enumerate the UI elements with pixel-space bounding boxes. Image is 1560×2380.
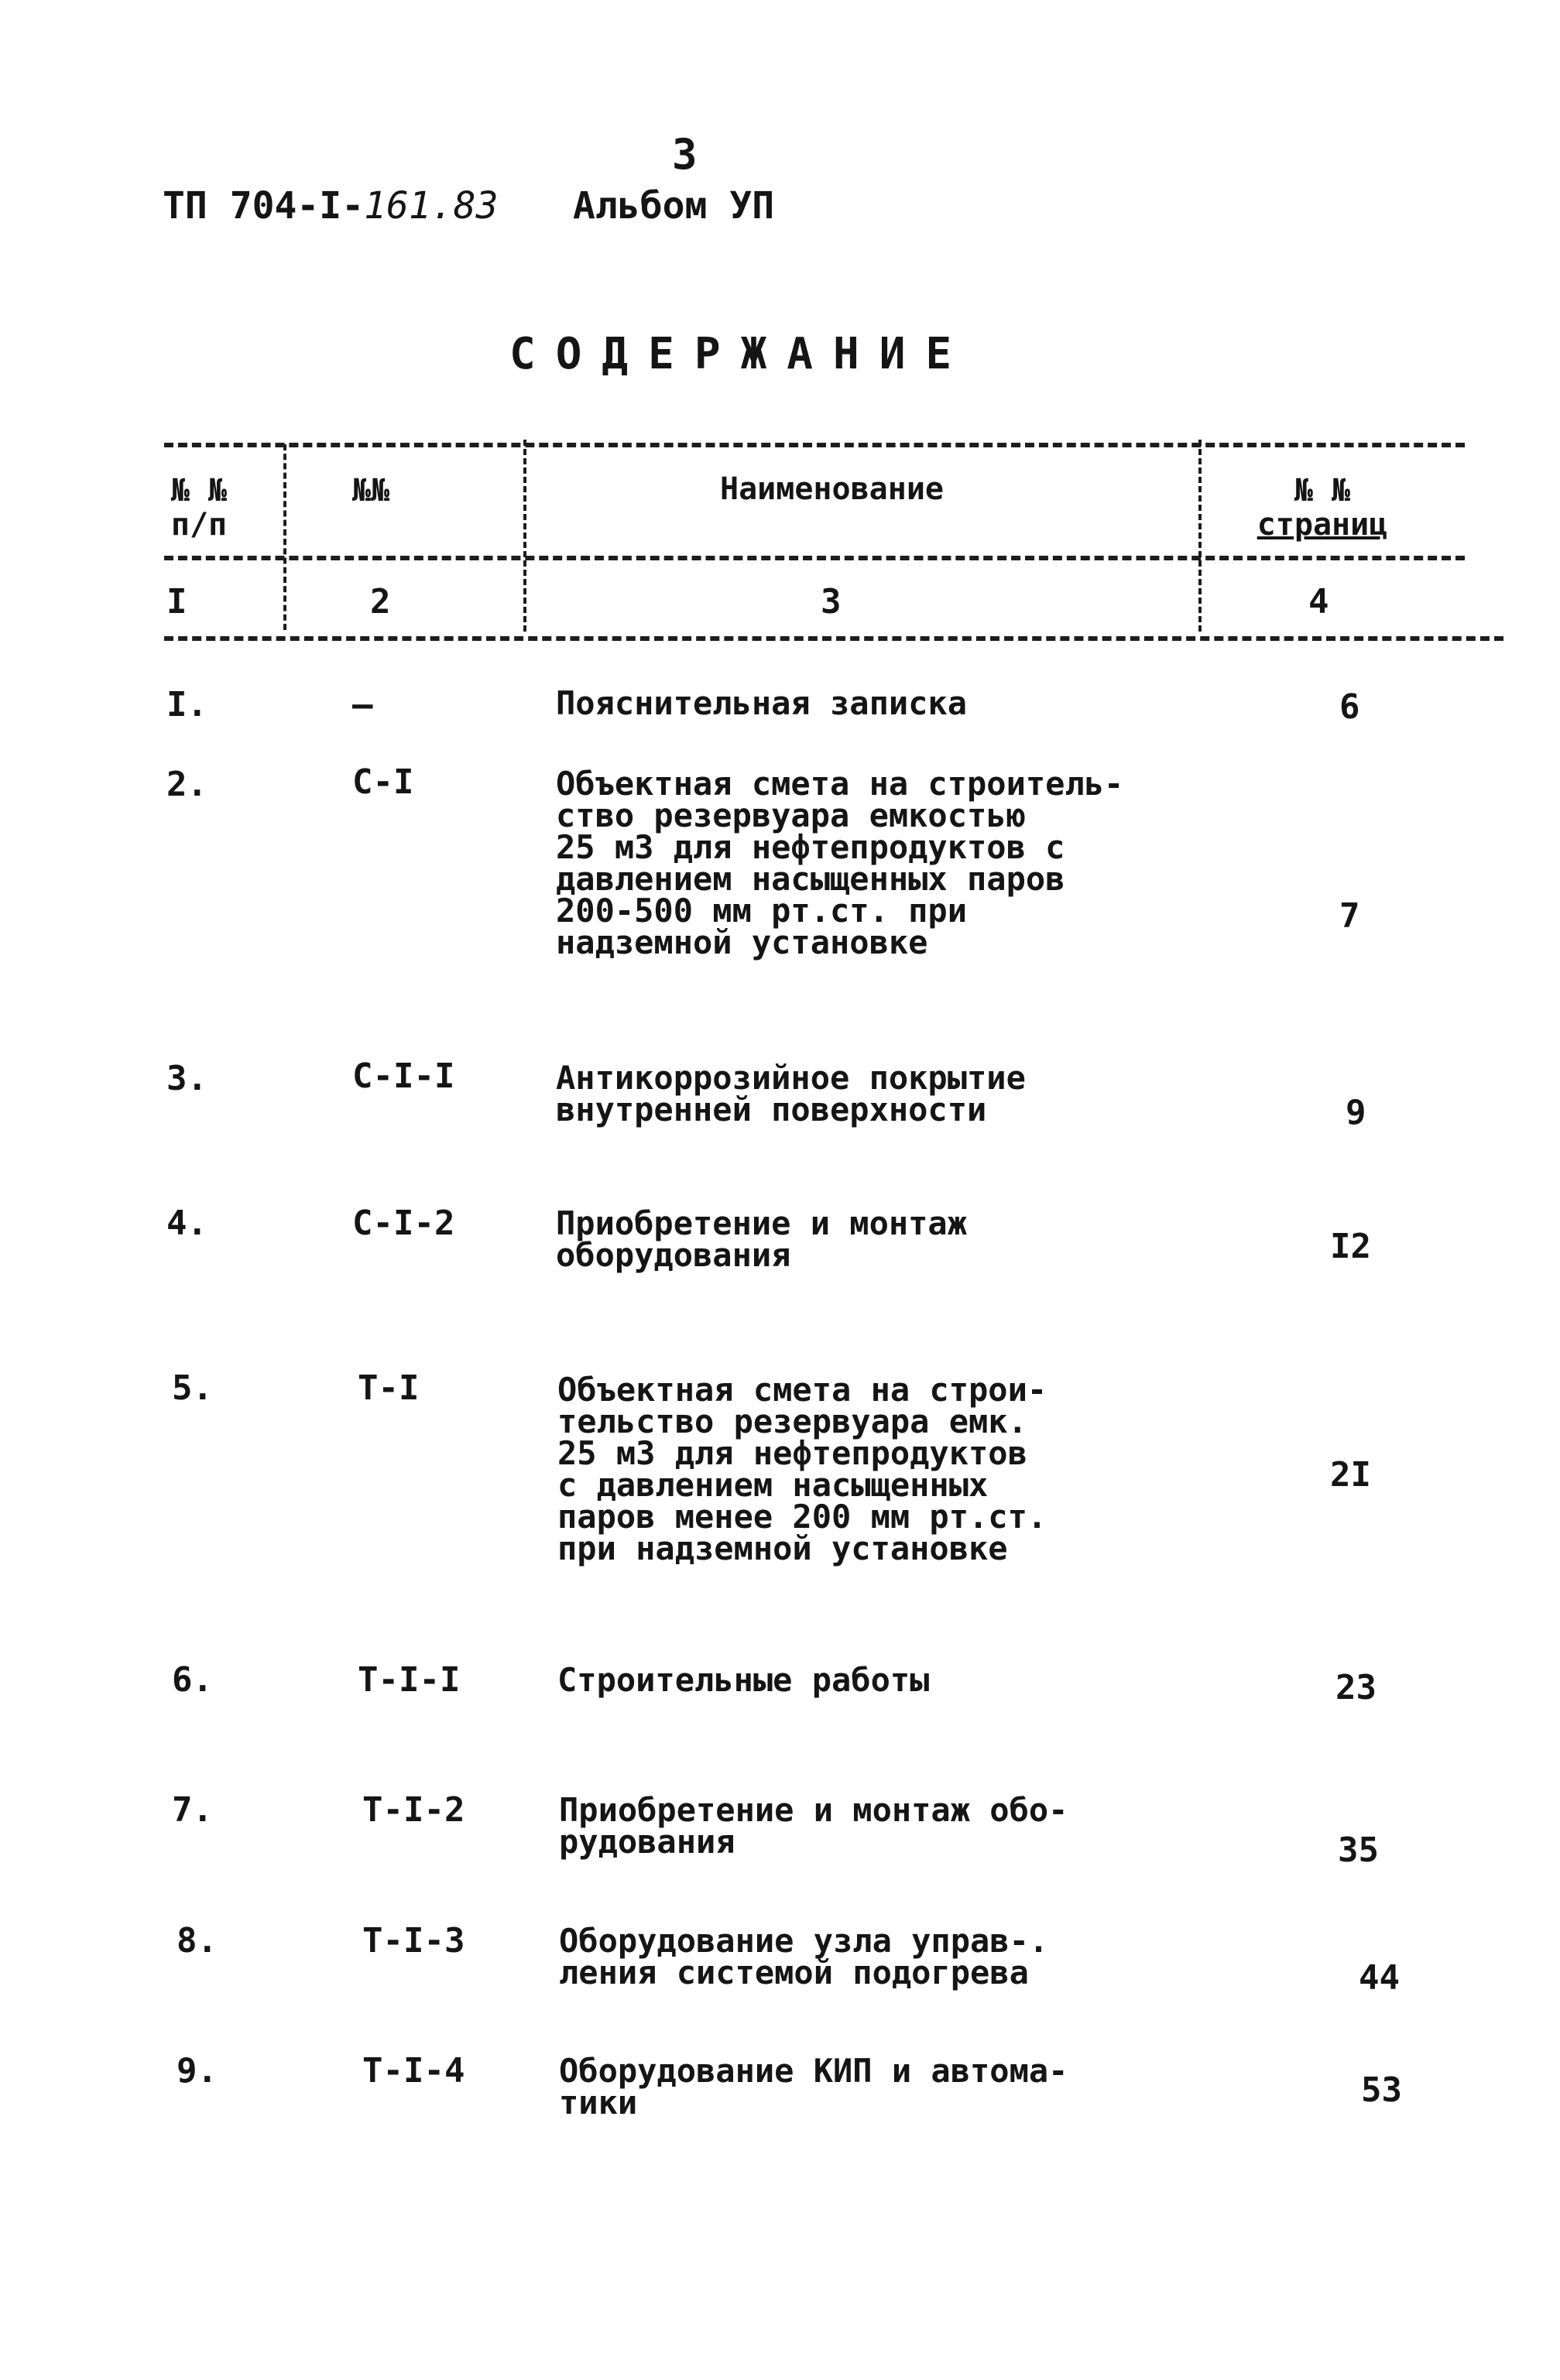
row-name bbox=[556, 1204, 1144, 1274]
row-name bbox=[556, 684, 1144, 722]
table-header-rule bbox=[164, 556, 1465, 560]
row-name-line: Объектная смета на строи- bbox=[557, 1371, 1047, 1409]
row-code: Т-І bbox=[358, 1368, 420, 1408]
row-code: Т-І-3 bbox=[362, 1921, 465, 1961]
row-page: 7 bbox=[1339, 896, 1360, 936]
header-pages bbox=[1245, 474, 1400, 542]
row-code: Т-І-4 bbox=[362, 2051, 465, 2091]
row-name-line: Оборудование узла управ-. bbox=[559, 1922, 1049, 1960]
row-name-line: Строительные работы bbox=[557, 1661, 930, 1699]
row-name-line: с давлением насыщенных bbox=[557, 1466, 989, 1504]
row-name-line: Объектная смета на строитель- bbox=[556, 765, 1124, 803]
row-name bbox=[556, 1059, 1144, 1128]
row-name bbox=[559, 1791, 1147, 1861]
row-number: 5. bbox=[172, 1368, 213, 1408]
row-name-line: ления системой подогрева bbox=[559, 1954, 1029, 1991]
row-name bbox=[556, 765, 1144, 961]
row-name bbox=[559, 2052, 1147, 2121]
row-name-line: при надземной установке bbox=[557, 1529, 1008, 1567]
row-name-line: тельство резервуара емк. bbox=[557, 1402, 1027, 1440]
row-code: С-І bbox=[352, 762, 414, 802]
row-name-line: ство резервуара емкостью bbox=[556, 796, 1026, 834]
row-page: 44 bbox=[1359, 1958, 1400, 1998]
row-number: 9. bbox=[177, 2051, 218, 2091]
row-name-line: оборудования bbox=[556, 1236, 791, 1274]
row-code: Т-І-2 bbox=[362, 1790, 465, 1830]
column-number-2: 2 bbox=[370, 582, 391, 622]
row-name-line: 200-500 мм рт.ст. при bbox=[556, 892, 968, 930]
column-number-3: 3 bbox=[821, 582, 842, 622]
row-name-line: 25 м3 для нефтепродуктов с bbox=[556, 828, 1065, 866]
document-code bbox=[163, 184, 498, 228]
row-name-line: надземной установке bbox=[556, 923, 928, 961]
header-no-line-1: № № bbox=[170, 473, 228, 509]
row-code: С-І-2 bbox=[352, 1204, 455, 1243]
row-name bbox=[559, 1922, 1147, 1991]
page-title: СОДЕРЖАНИЕ bbox=[509, 329, 972, 379]
header-pages-line-2: страниц bbox=[1257, 507, 1388, 543]
row-page: 35 bbox=[1338, 1830, 1379, 1870]
row-name bbox=[557, 1661, 1146, 1699]
row-name-line: тики bbox=[559, 2084, 638, 2121]
row-number: 7. bbox=[172, 1790, 213, 1830]
row-number: I. bbox=[166, 685, 207, 724]
row-page: 6 bbox=[1339, 687, 1360, 727]
row-name-line: 25 м3 для нефтепродуктов bbox=[557, 1434, 1027, 1472]
row-number: 8. bbox=[177, 1921, 218, 1961]
row-name-line: Приобретение и монтаж bbox=[556, 1204, 968, 1242]
header-no bbox=[164, 474, 234, 542]
row-name-line: Антикоррозийное покрытие bbox=[556, 1059, 1026, 1097]
column-divider-1 bbox=[283, 444, 286, 630]
row-name-line: давлением насыщенных паров bbox=[556, 860, 1065, 898]
row-name-line: Оборудование КИП и автома- bbox=[559, 2052, 1068, 2090]
row-code: – bbox=[352, 685, 373, 724]
row-page: 9 bbox=[1346, 1093, 1366, 1132]
row-page: 23 bbox=[1335, 1668, 1377, 1707]
page-number: 3 bbox=[672, 130, 698, 179]
album-label: Альбом УП bbox=[573, 184, 775, 228]
header-name: Наименование bbox=[720, 471, 944, 507]
column-number-4: 4 bbox=[1308, 582, 1329, 622]
row-page: I2 bbox=[1330, 1227, 1371, 1266]
header-code: №№ bbox=[352, 473, 390, 509]
column-number-1: I bbox=[166, 582, 187, 622]
column-divider-2 bbox=[523, 440, 526, 632]
row-name bbox=[557, 1371, 1146, 1567]
row-number: 6. bbox=[172, 1660, 213, 1700]
row-name-line: Пояснительная записка bbox=[556, 684, 968, 722]
header-pages-line-1: № № bbox=[1294, 473, 1351, 509]
row-name-line: Приобретение и монтаж обо- bbox=[559, 1791, 1068, 1829]
header-no-line-2: п/п bbox=[170, 507, 228, 543]
row-name-line: рудования bbox=[559, 1823, 735, 1861]
table-top-rule bbox=[164, 443, 1465, 447]
row-code: С-І-І bbox=[352, 1056, 455, 1096]
row-page: 2I bbox=[1330, 1455, 1371, 1495]
row-number: 4. bbox=[166, 1204, 207, 1243]
row-name-line: внутренней поверхности bbox=[556, 1091, 987, 1128]
row-code: Т-І-І bbox=[358, 1660, 461, 1700]
document-code-prefix: ТП 704-І- bbox=[163, 184, 365, 228]
row-page: 53 bbox=[1361, 2070, 1402, 2110]
row-number: 2. bbox=[166, 765, 207, 804]
document-code-suffix: 161.83 bbox=[364, 184, 499, 228]
row-name-line: паров менее 200 мм рт.ст. bbox=[557, 1498, 1047, 1536]
column-divider-3 bbox=[1198, 440, 1202, 632]
table-bottom-rule bbox=[164, 636, 1503, 641]
row-number: 3. bbox=[166, 1059, 207, 1098]
